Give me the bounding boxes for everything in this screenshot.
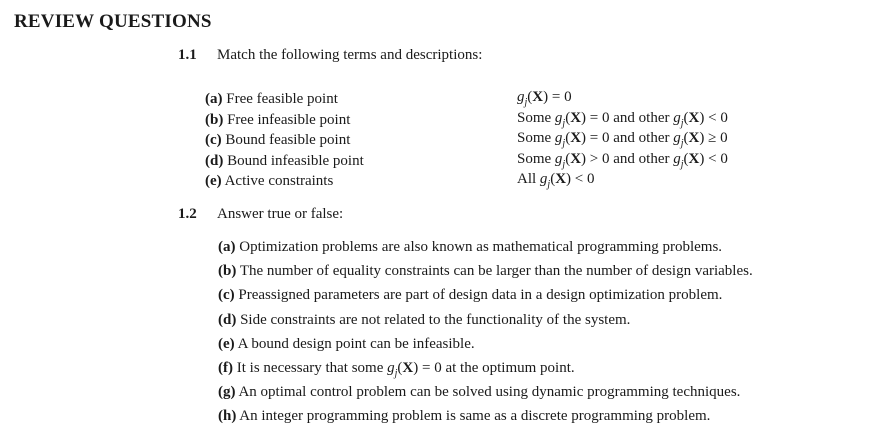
statement-item xyxy=(218,308,753,332)
descriptions-column xyxy=(517,87,728,190)
item-letter: (d) xyxy=(218,311,237,328)
statement-item xyxy=(218,404,753,428)
statement-item xyxy=(218,380,753,404)
term-text: Free infeasible point xyxy=(227,111,351,128)
item-letter: (c) xyxy=(205,132,222,148)
item-letter: (e) xyxy=(218,335,235,352)
term-item xyxy=(205,110,364,131)
statement-item xyxy=(218,235,753,259)
statement-text: Optimization problems are also known as mathematical programming problems. xyxy=(239,239,723,255)
statement-text: It is necessary that some $g_j(X) = 0$ at the optimum point. xyxy=(236,359,575,379)
item-letter: (d) xyxy=(205,152,224,169)
question-number: 1.2 xyxy=(178,206,197,222)
statement-text: An integer programming problem is same as a discrete programming problem. xyxy=(239,408,711,425)
question-prompt: Match the following terms and descriptions: xyxy=(217,47,483,63)
item-letter: (b) xyxy=(205,111,224,128)
term-item xyxy=(205,89,364,110)
item-letter: (c) xyxy=(218,287,235,304)
item-letter: (a) xyxy=(205,91,223,107)
term-text: Active constraints xyxy=(224,173,334,189)
item-letter: (e) xyxy=(205,173,222,189)
statement-text: The number of equality constraints can be larger than the number of design variables. xyxy=(239,263,753,280)
question-1-1 xyxy=(178,47,482,64)
question-prompt: Answer true or false: xyxy=(217,206,344,222)
term-item xyxy=(205,151,364,172)
question-1-2 xyxy=(178,206,343,223)
description-item: All $g_j(X) < 0$ xyxy=(517,171,595,190)
term-item xyxy=(205,130,364,151)
true-false-list xyxy=(218,235,753,429)
item-letter: (b) xyxy=(218,263,237,280)
item-letter: (g) xyxy=(218,384,236,401)
term-item xyxy=(205,171,364,192)
statement-item xyxy=(218,259,753,283)
term-text: Bound feasible point xyxy=(225,132,351,148)
description-item: Some $g_j(X) > 0$ and other $g_j(X) < 0$ xyxy=(517,150,728,170)
term-text: Bound infeasible point xyxy=(227,152,364,169)
statement-item xyxy=(218,283,753,307)
section-heading: REVIEW QUESTIONS xyxy=(14,11,212,32)
item-letter: (h) xyxy=(218,408,237,425)
statement-text: A bound design point can be infeasible. xyxy=(237,335,475,352)
statement-item xyxy=(218,356,753,380)
description-item: $g_j(X) = 0$ xyxy=(517,89,572,108)
statement-text: Preassigned parameters are part of design data in a design optimization problem. xyxy=(238,287,723,304)
description-item: Some $g_j(X) = 0$ and other $g_j(X) \ge 0$ xyxy=(517,130,728,149)
item-letter: (a) xyxy=(218,239,236,255)
statement-item xyxy=(218,332,753,356)
terms-column xyxy=(205,89,364,192)
term-text: Free feasible point xyxy=(226,91,338,107)
item-letter: (f) xyxy=(218,359,233,376)
question-number: 1.1 xyxy=(178,47,197,63)
statement-text: An optimal control problem can be solved using dynamic programming techniques. xyxy=(238,384,741,401)
description-item: Some $g_j(X) = 0$ and other $g_j(X) < 0$ xyxy=(517,109,728,129)
statement-text: Side constraints are not related to the functionality of the system. xyxy=(240,311,631,328)
